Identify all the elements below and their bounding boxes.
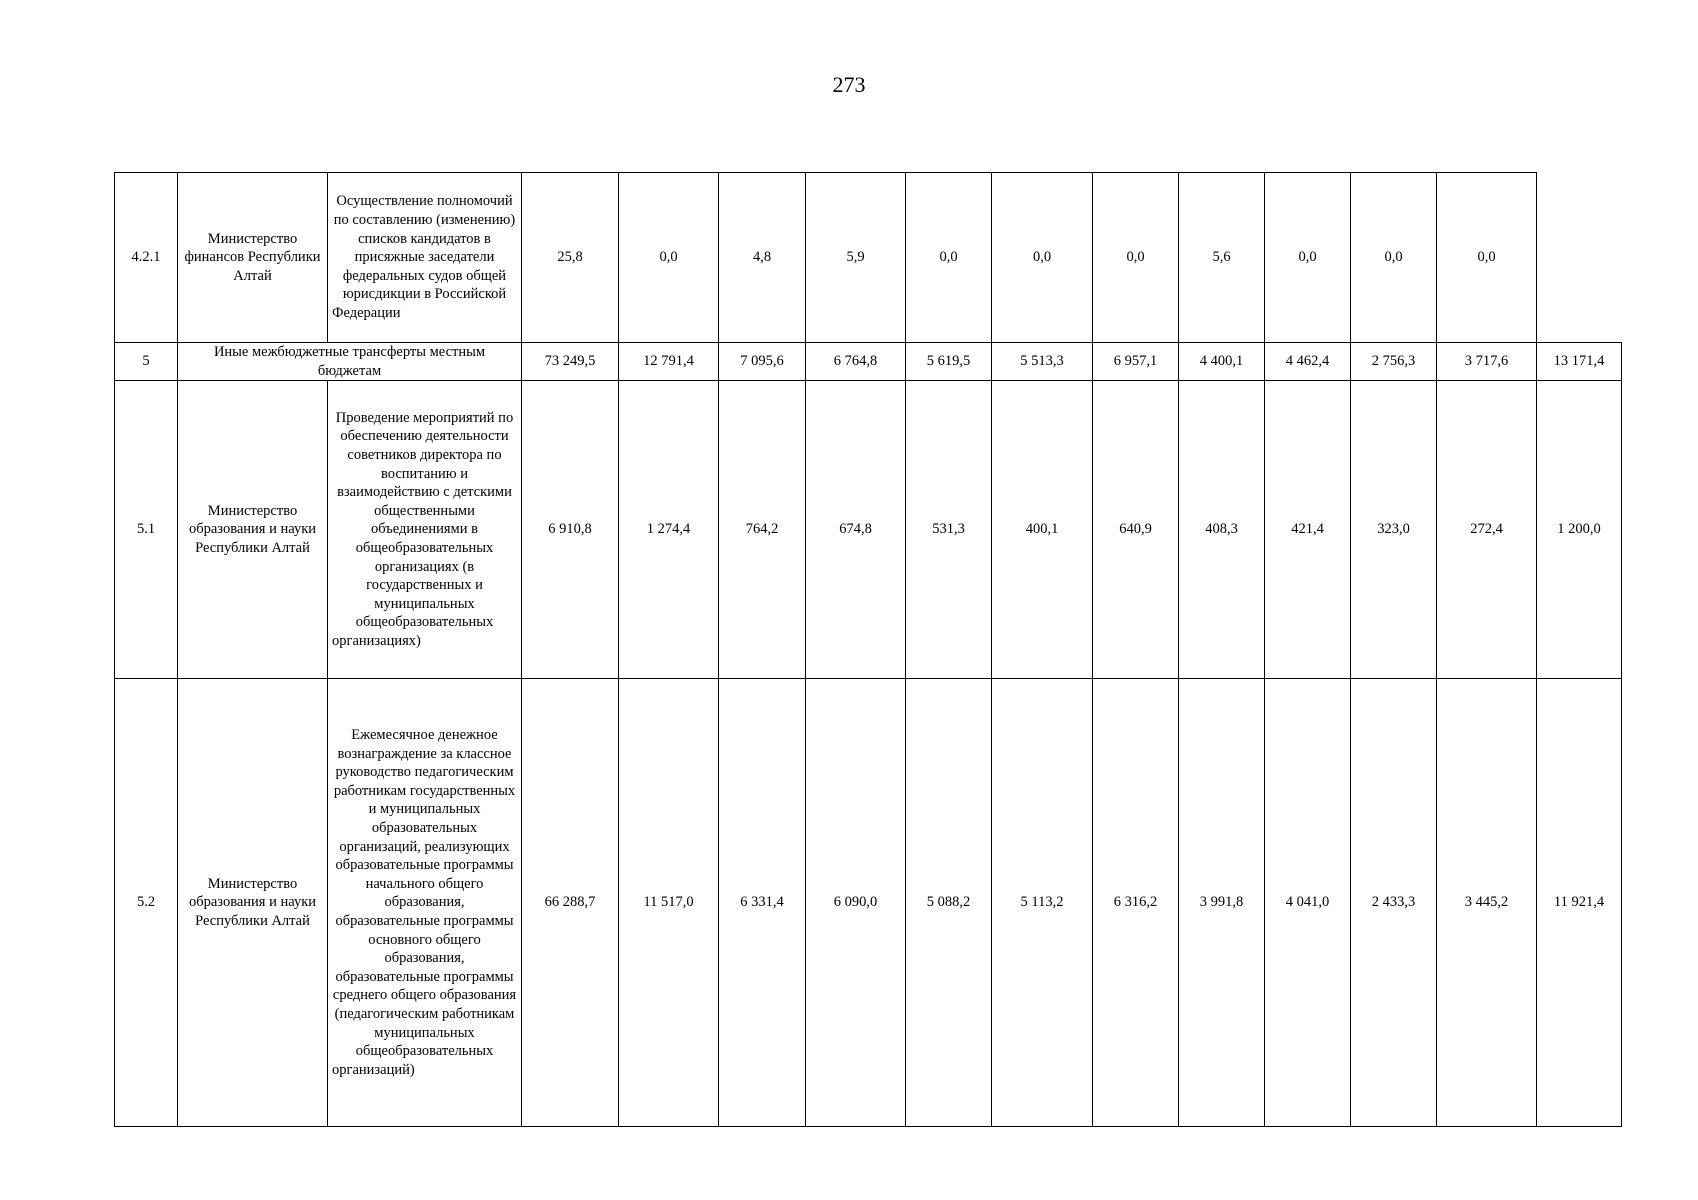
value-cell: 66 288,7 <box>522 679 619 1127</box>
row-description: Осуществление полномочий по составлению (изменению) списков кандидатов в присяжные заседатели федеральных судов общей юрисдикции в Российской Федерации <box>328 173 522 343</box>
value-cell: 3 991,8 <box>1179 679 1265 1127</box>
value-cell: 764,2 <box>719 381 806 679</box>
value-cell: 0,0 <box>1265 173 1351 343</box>
value-cell: 4 041,0 <box>1265 679 1351 1127</box>
value-cell: 2 756,3 <box>1351 343 1437 381</box>
value-cell: 73 249,5 <box>522 343 619 381</box>
value-cell: 11 921,4 <box>1537 679 1622 1127</box>
value-cell: 5 088,2 <box>906 679 992 1127</box>
value-cell: 12 791,4 <box>619 343 719 381</box>
value-cell: 0,0 <box>1093 173 1179 343</box>
value-cell: 25,8 <box>522 173 619 343</box>
row-description: Ежемесячное денежное вознаграждение за классное руководство педагогическим работникам государственных и муниципальных образовательных организаций, реализующих образовательные программы начального общего образования, образовательные программы основного общего образования, образовательные программы среднего общего образования (педагогическим работникам муниципальных общеобразовательных организаций) <box>328 679 522 1127</box>
value-cell: 0,0 <box>619 173 719 343</box>
value-cell: 13 171,4 <box>1537 343 1622 381</box>
value-cell: 2 433,3 <box>1351 679 1437 1127</box>
value-cell: 408,3 <box>1179 381 1265 679</box>
value-cell: 1 200,0 <box>1537 381 1622 679</box>
row-organization: Министерство финансов Республики Алтай <box>178 173 328 343</box>
value-cell: 0,0 <box>992 173 1093 343</box>
value-cell: 6 331,4 <box>719 679 806 1127</box>
row-code: 5 <box>115 343 178 381</box>
table-row <box>115 343 1622 381</box>
value-cell: 5 113,2 <box>992 679 1093 1127</box>
row-title: Иные межбюджетные трансферты местным бюджетам <box>178 343 522 381</box>
value-cell: 5,9 <box>806 173 906 343</box>
row-organization: Министерство образования и науки Республики Алтай <box>178 381 328 679</box>
value-cell: 531,3 <box>906 381 992 679</box>
value-cell: 4,8 <box>719 173 806 343</box>
value-cell: 5,6 <box>1179 173 1265 343</box>
value-cell: 7 095,6 <box>719 343 806 381</box>
value-cell: 6 316,2 <box>1093 679 1179 1127</box>
value-cell: 6 910,8 <box>522 381 619 679</box>
row-organization: Министерство образования и науки Республики Алтай <box>178 679 328 1127</box>
value-cell: 272,4 <box>1437 381 1537 679</box>
table-row <box>115 173 1622 343</box>
value-cell: 400,1 <box>992 381 1093 679</box>
value-cell: 640,9 <box>1093 381 1179 679</box>
value-cell: 6 764,8 <box>806 343 906 381</box>
value-cell: 0,0 <box>1437 173 1537 343</box>
table-row <box>115 381 1622 679</box>
row-description: Проведение мероприятий по обеспечению деятельности советников директора по воспитанию и взаимодействию с детскими общественными объединениями в общеобразовательных организациях (в государственных и муниципальных общеобразовательных организациях) <box>328 381 522 679</box>
row-code: 5.2 <box>115 679 178 1127</box>
value-cell: 421,4 <box>1265 381 1351 679</box>
value-cell: 6 090,0 <box>806 679 906 1127</box>
value-cell: 323,0 <box>1351 381 1437 679</box>
value-cell: 4 462,4 <box>1265 343 1351 381</box>
value-cell: 3 445,2 <box>1437 679 1537 1127</box>
value-cell: 0,0 <box>906 173 992 343</box>
value-cell: 6 957,1 <box>1093 343 1179 381</box>
value-cell: 4 400,1 <box>1179 343 1265 381</box>
value-cell: 0,0 <box>1351 173 1437 343</box>
value-cell: 3 717,6 <box>1437 343 1537 381</box>
table-row <box>115 679 1622 1127</box>
row-code: 5.1 <box>115 381 178 679</box>
value-cell: 5 513,3 <box>992 343 1093 381</box>
row-code: 4.2.1 <box>115 173 178 343</box>
value-cell: 5 619,5 <box>906 343 992 381</box>
value-cell: 674,8 <box>806 381 906 679</box>
value-cell: 11 517,0 <box>619 679 719 1127</box>
value-cell: 1 274,4 <box>619 381 719 679</box>
page-number: 273 <box>832 72 866 97</box>
budget-table <box>114 172 1622 1127</box>
